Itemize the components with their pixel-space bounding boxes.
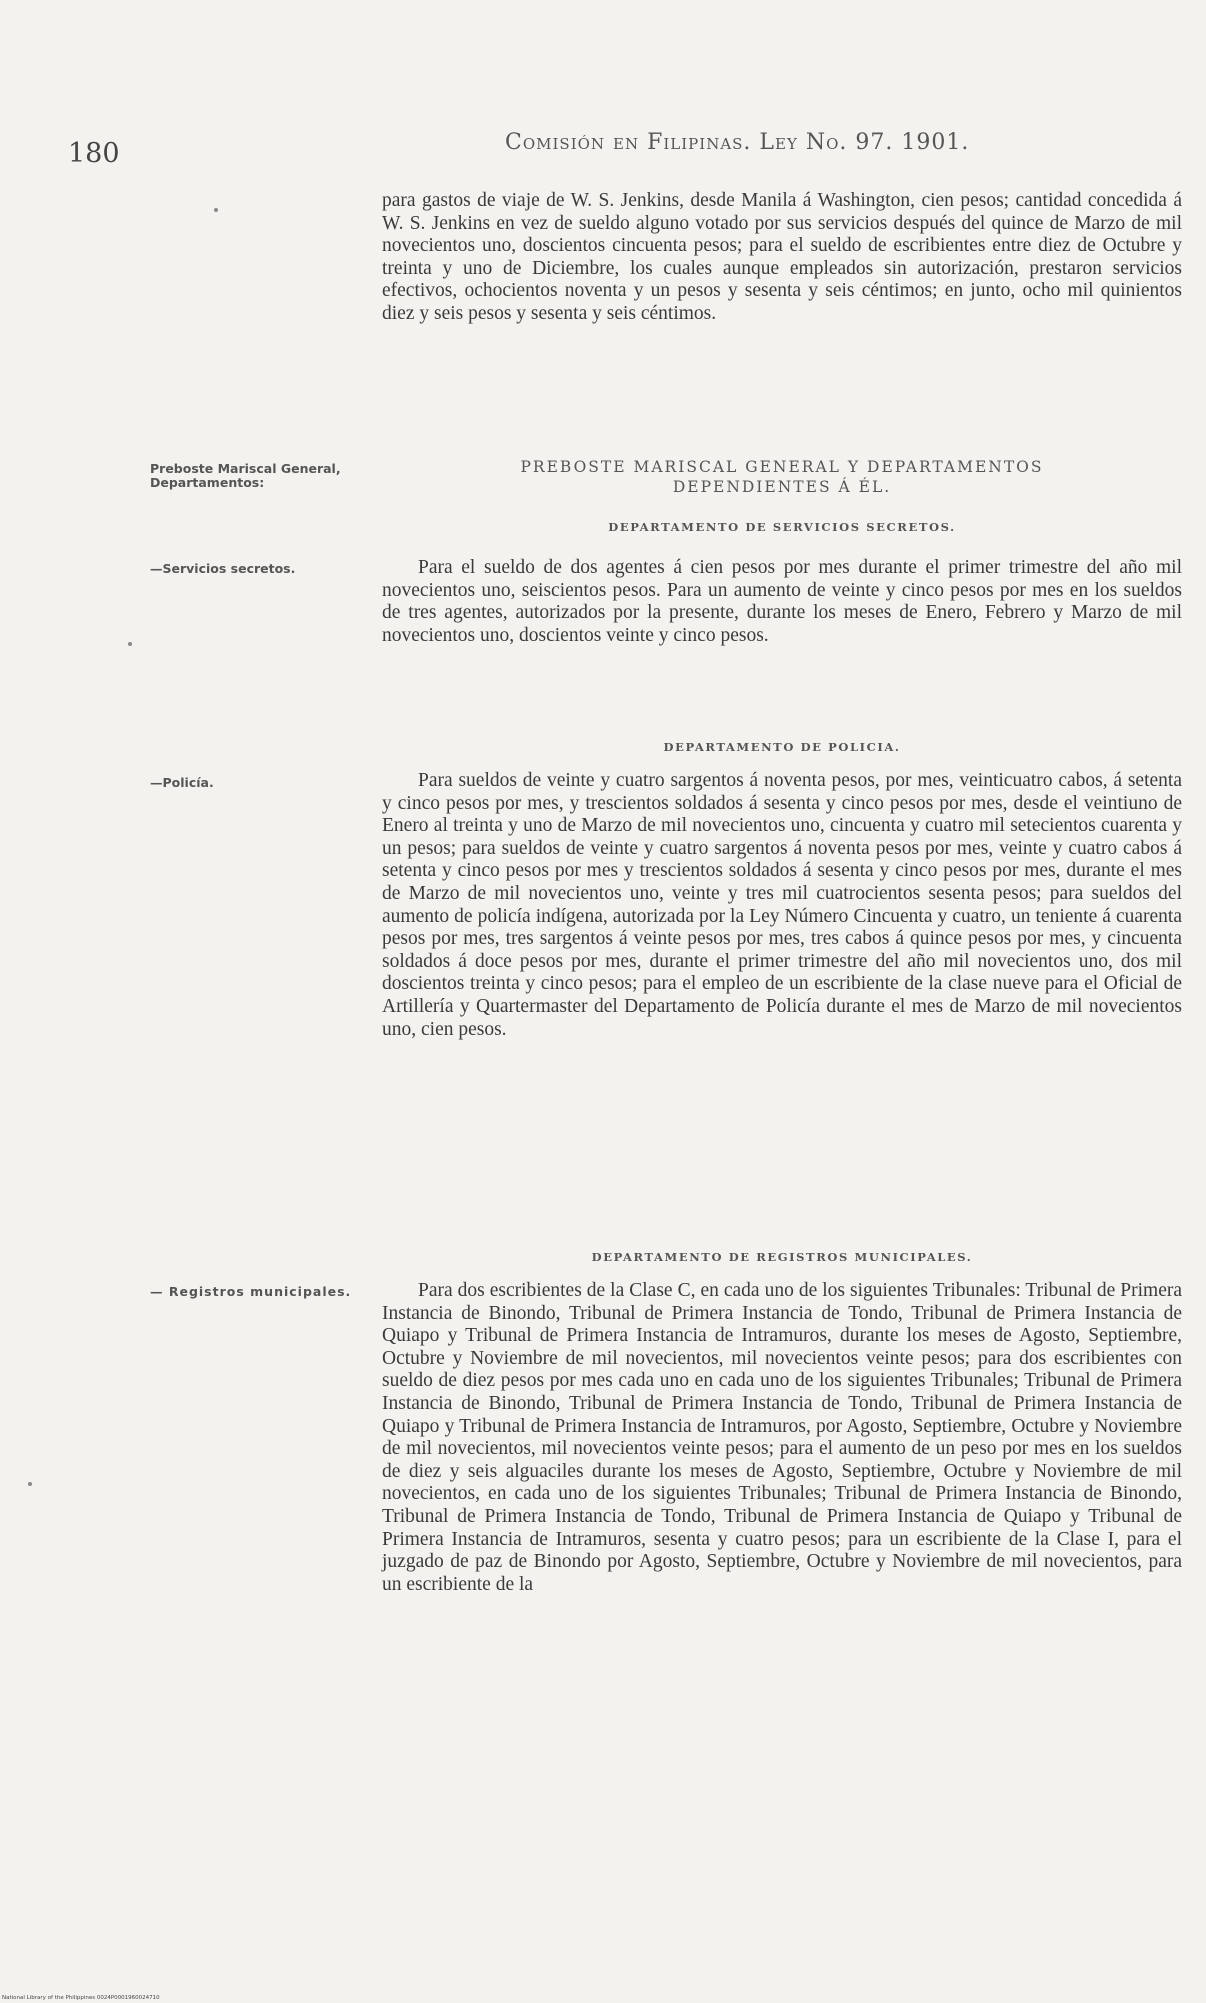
page-number: 180 [68,138,120,169]
policia-block [382,770,1182,1041]
subheading-policia: DEPARTAMENTO DE POLICIA. [663,740,901,754]
margin-note-registros: — Registros municipales. [150,1284,352,1299]
subheading-servicios-secretos: DEPARTAMENTO DE SERVICIOS SECRETOS. [608,520,956,534]
registros-block [382,1280,1182,1596]
policia-paragraph: Para sueldos de veinte y cuatro sargentos á noventa pesos, por mes, veinticuatro cabos, á setenta y cinco pesos por mes, y trescientos soldados á sesenta y cinco pesos por mes, desde el veintiuno de Enero al treinta y uno de Marzo de mil novecientos uno, cincuenta y cuatro mil setecientos cuarenta y un pesos; para sueldos de veinte y cuatro sargentos á noventa pesos por mes, veinte y cuatro cabos á setenta y cinco pesos por mes y trescientos soldados á sesenta y cinco pesos por mes, durante el mes de Marzo de mil novecientos uno, veinte y tres mil cuatrocientos sesenta pesos; para sueldos del aumento de policía indígena, autorizada por la Ley Número Cincuenta y cuatro, un teniente á cuarenta pesos por mes, tres sargentos á veinte pesos por mes, tres cabos á quince pesos por mes, y cincuenta soldados á doce pesos por mes, durante el primer trimestre del año mil novecientos uno, dos mil doscientos treinta y cinco pesos; para el empleo de un escribiente de la clase nueve para el Oficial de Artillería y Quartermaster del Departamento de Policía durante el mes de Marzo de mil novecientos uno, cien pesos. [382,770,1182,1040]
opening-paragraph: para gastos de viaje de W. S. Jenkins, desde Manila á Washington, cien pesos; cantidad concedida á W. S. Jenkins en vez de sueldo alguno votado por sus servicios después del quince de Marzo de mil novecientos uno, doscientos cincuenta pesos; para el sueldo de escribientes entre diez de Octubre y treinta y uno de Diciembre, los cuales aunque empleados sin autorización, prestaron servicios efectivos, ochocientos noventa y un pesos y sesenta y seis céntimos; en junto, ocho mil quinientos diez y seis pesos y sesenta y seis céntimos. [382,190,1182,324]
margin-note-servicios-secretos: —Servicios secretos. [150,561,296,576]
paper-speck [214,208,218,212]
subheading-registros: DEPARTAMENTO DE REGISTROS MUNICIPALES. [591,1250,973,1264]
registros-paragraph: Para dos escribientes de la Clase C, en cada uno de los siguientes Tribunales: Tribunal de Primera Instancia de Binondo, Tribunal de Primera Instancia de Tondo, Tribunal de Primera Instancia de Quiapo y Tribunal de Primera Instancia de Intramuros, durante los meses de Agosto, Septiembre, Octubre y Noviembre de mil novecientos, mil novecientos veinte pesos; para dos escribientes con sueldo de diez pesos por mes cada uno en cada uno de los siguientes Tribunales; Tribunal de Primera Instancia de Binondo, Tribunal de Primera Instancia de Tondo, Tribunal de Primera Instancia de Quiapo y Tribunal de Primera Instancia de Intramuros, por Agosto, Septiembre, Octubre y Noviembre de mil novecientos, mil novecientos veinte pesos; para el aumento de un peso por mes en los sueldos de diez y seis alguaciles durante los meses de Agosto, Septiembre, Octubre y Noviembre de mil novecientos, en cada uno de los siguientes Tribunales; Tribunal de Primera Instancia de Binondo, Tribunal de Primera Instancia de Tondo, Tribunal de Primera Instancia de Quiapo y Tribunal de Primera Instancia de Intramuros, sesenta y cuatro pesos; para un escribiente de la Clase I, para el juzgado de paz de Binondo por Agosto, Septiembre, Octubre y Noviembre de mil novecientos, para un escribiente de la [382,1280,1182,1595]
margin-note-policia: —Policía. [150,775,214,790]
section-heading-preboste: PREBOSTE MARISCAL GENERAL Y DEPARTAMENTOS DEPENDIENTES Á ÉL. [520,458,1044,496]
servicios-secretos-block [382,557,1182,647]
paper-speck [28,1482,32,1486]
running-head: Comisión en Filipinas. Ley No. 97. 1901. [505,130,970,155]
footer-credit: National Library of the Philippines 0024P0001960024710 [2,1995,160,2001]
servicios-secretos-paragraph: Para el sueldo de dos agentes á cien pesos por mes durante el primer trimestre del año mil novecientos uno, seiscientos pesos. Para un aumento de veinte y cinco pesos por mes en los sueldos de tres agentes, autorizados por la presente, durante los meses de Enero, Febrero y Marzo de mil novecientos uno, doscientos veinte y cinco pesos. [382,557,1182,646]
opening-paragraph-block [382,190,1182,326]
paper-speck [128,642,132,646]
margin-note-preboste: Preboste Mariscal General, Departamentos: [150,461,341,490]
